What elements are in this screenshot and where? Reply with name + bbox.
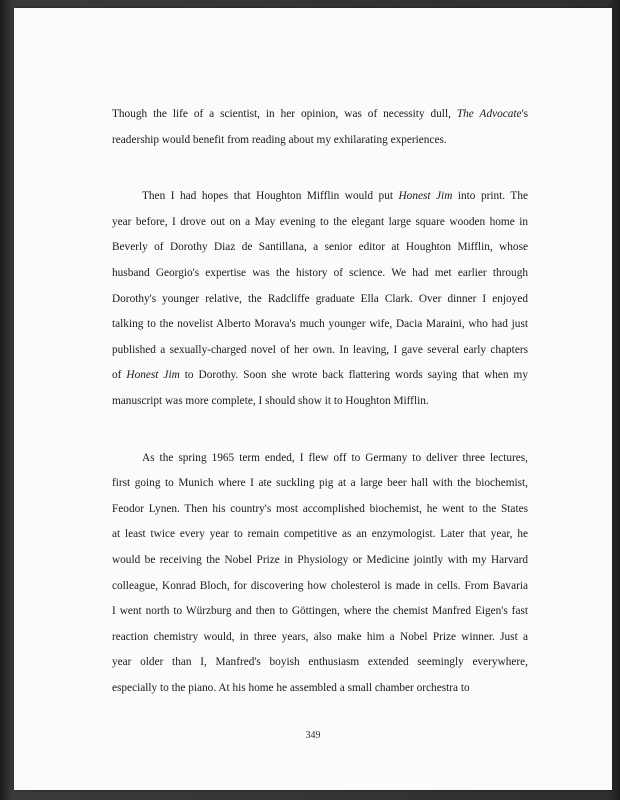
text-run: published a sexually-charged novel of her own. In leaving, I gave several early chapters <box>112 343 528 356</box>
text-run: Then I had hopes that Houghton Mifflin would put <box>142 190 399 203</box>
text-run: reaction chemistry would, in three years, also make him a Nobel Prize winner. Just a <box>112 630 528 643</box>
paragraph <box>112 184 528 414</box>
text-line <box>112 446 528 472</box>
text-run: year before, I drove out on a May evening to the elegant large square wooden home in <box>112 215 528 228</box>
text-run: especially to the piano. At his home he assembled a small chamber orchestra to <box>112 681 470 694</box>
text-line <box>112 676 528 702</box>
text-line <box>112 548 528 574</box>
text-line <box>112 650 528 676</box>
text-run: readership would benefit from reading about my exhilarating experiences. <box>112 133 447 146</box>
text-run: Feodor Lynen. Then his country's most accomplished biochemist, he went to the States <box>112 502 528 515</box>
text-line <box>112 184 528 210</box>
italic-title: Honest Jim <box>398 190 453 203</box>
text-run: 's <box>521 108 529 120</box>
text-run: Beverly of Dorothy Diaz de Santillana, a senior editor at Houghton Mifflin, whose <box>112 241 528 254</box>
text-run: As the spring 1965 term ended, I flew off to Germany to deliver three lectures, <box>142 451 528 464</box>
text-line <box>112 102 528 128</box>
text-run: colleague, Konrad Bloch, for discovering how cholesterol is made in cells. From Bavaria <box>112 579 528 592</box>
text-line <box>112 625 528 651</box>
page-number: 349 <box>305 730 321 741</box>
text-line <box>112 497 528 523</box>
text-run: manuscript was more complete, I should show it to Houghton Mifflin. <box>112 394 429 407</box>
paragraph <box>112 446 528 702</box>
body-text <box>112 102 528 732</box>
italic-title: Honest Jim <box>126 369 180 382</box>
text-run: year older than I, Manfred's boyish enthusiasm extended seemingly everywhere, <box>112 656 528 669</box>
text-run: would be receiving the Nobel Prize in Physiology or Medicine jointly with my Harvard <box>112 553 528 566</box>
text-run: I went north to Würzburg and then to Göttingen, where the chemist Manfred Eigen's fast <box>112 605 528 618</box>
text-run: into print. The <box>452 190 528 203</box>
text-run: of <box>112 369 127 382</box>
text-line <box>112 471 528 497</box>
text-run: first going to Munich where I ate suckling pig at a large beer hall with the biochemist, <box>112 477 528 490</box>
text-line <box>112 312 528 338</box>
text-line <box>112 389 528 415</box>
text-line <box>112 261 528 287</box>
text-line <box>112 338 528 364</box>
manuscript-page <box>14 8 612 790</box>
text-run: Dorothy's younger relative, the Radcliffe graduate Ella Clark. Over dinner I enjoyed <box>112 292 528 305</box>
text-run: to Dorothy. Soon she wrote back flattering words saying that when my <box>179 369 528 382</box>
text-run: talking to the novelist Alberto Morava's much younger wife, Dacia Maraini, who had just <box>112 318 528 331</box>
text-run: Though the life of a scientist, in her opinion, was of necessity dull, <box>112 108 457 120</box>
text-line <box>112 128 528 154</box>
paragraph <box>112 102 528 153</box>
text-line <box>112 363 528 389</box>
text-run: at least twice every year to remain competitive as an enzymologist. Later that year, he <box>112 528 528 541</box>
text-line <box>112 287 528 313</box>
text-run: husband Georgio's expertise was the history of science. We had met earlier through <box>112 266 528 279</box>
text-line <box>112 522 528 548</box>
text-line <box>112 599 528 625</box>
text-line <box>112 235 528 261</box>
text-line <box>112 574 528 600</box>
text-line <box>112 210 528 236</box>
italic-title: The Advocate <box>456 108 522 120</box>
